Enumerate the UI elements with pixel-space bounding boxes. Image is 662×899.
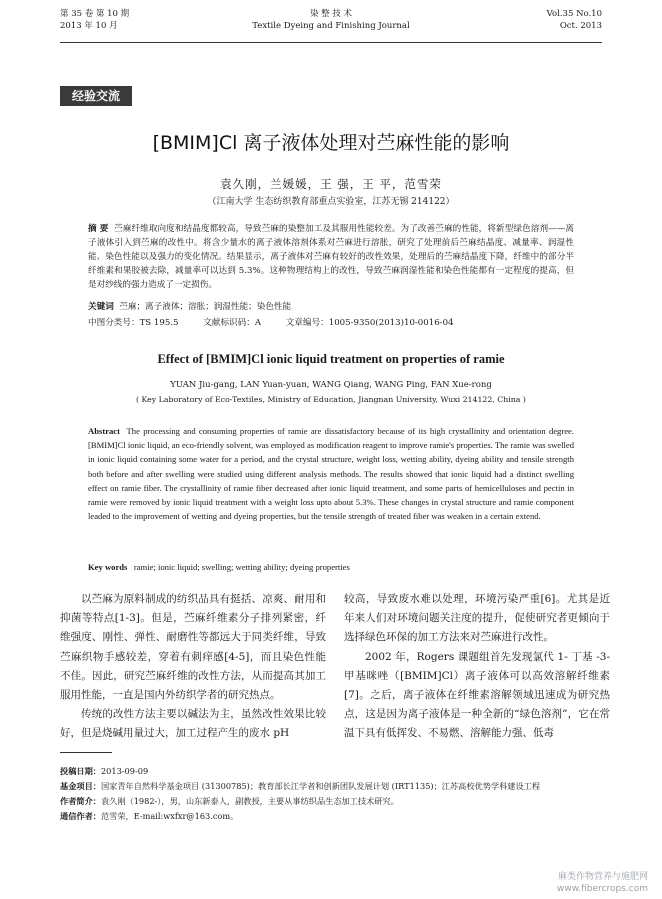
- header-journal: 染 整 技 术 Textile Dyeing and Finishing Journal: [252, 9, 410, 31]
- running-header: [60, 8, 602, 43]
- author-affiliation-en: ( Key Laboratory of Eco-Textiles, Ministry of Education, Jiangnan University, Wuxi 214122, China ): [136, 395, 526, 404]
- footnotes: [60, 764, 602, 824]
- footnote-corresponding: 通信作者： 范雪荣，E-mail:wxfxr@163.com。: [60, 811, 239, 821]
- keywords-cn: [88, 300, 574, 312]
- article-number: 文章编号：1005-9350(2013)10-0016-04: [285, 318, 454, 328]
- body-column-left: [60, 590, 326, 744]
- document-code: 文献标识码：A: [203, 318, 262, 328]
- abstract-en-text: The processing and consuming properties of ramie are dissatisfactory because of its high crystallinity and orientation degree. [BMIM]Cl ionic liquid, an eco-friendly solvent, was employed as modification reagent to improve ramie's properties. The ramie was swelled in ionic liquid containing some water for a period, and the crystal structure, weight loss, wetting ability, dyeing ability and tensile strength both before and after swelling were studied using different analysis methods. The results showed that ionic liquid had a distinct swelling effect on ramie fiber. The crystallinity of ramie fiber decreased after ionic liquid treatment, and some parts of hemicelluloses and pectin in ramie were removed by ionic liquid treatment with a weight loss upto about 5.3%. These changes in crystal structure and ramie component leaded to the improvement of wetting and dyeing properties, but the tensile strength of treated fiber was weaken in a certain extend.: [88, 426, 574, 522]
- section-tag: 经验交流: [60, 86, 132, 106]
- keywords-cn-text: 苎麻；离子液体；溶胀；润湿性能；染色性能: [119, 302, 292, 312]
- footnote-rule: [60, 752, 112, 753]
- header-volume-en: Vol.35 No.10 Oct. 2013: [546, 9, 602, 31]
- keywords-en: [88, 562, 574, 572]
- footnote-funding: 基金项目： 国家青年自然科学基金项目 (31300785)；教育部长江学者和创新团队发展计划 (IRT1135)；江苏高校优势学科建设工程: [60, 781, 541, 791]
- footnote-received: 投稿日期： 2013-09-09: [60, 766, 149, 776]
- paper-title: [BMIM]Cl 离子液体处理对苎麻性能的影响: [152, 132, 510, 154]
- abstract-cn-label: 摘 要: [88, 224, 109, 234]
- body-paragraph: 2002 年，Rogers 课题组首先发现氯代 1- 丁基 -3- 甲基咪唑（[BMIM]Cl）离子液体可以高效溶解纤维素[7]。之后，离子液体在纤维素溶解领域迅速成为研究热点，这是因为离子液体是一种全新的“绿色溶剂”，它在常温下具有低挥发、不易燃、溶解能力强、低毒: [344, 650, 610, 740]
- paper-title-en: Effect of [BMIM]Cl ionic liquid treatment on properties of ramie: [157, 352, 505, 366]
- clc-number: 中图分类号：TS 195.5: [88, 318, 179, 328]
- abstract-cn: [88, 222, 574, 292]
- site-watermark: 麻类作物营养与施肥网 www.fibercrops.com: [557, 872, 648, 894]
- body-column-right: [344, 590, 610, 744]
- keywords-cn-label: 关键词: [88, 302, 114, 312]
- header-volume: 第 35 卷 第 10 期 2013 年 10 月: [60, 9, 130, 31]
- author-affiliation: （江南大学 生态纺织教育部重点实验室，江苏无锡 214122）: [207, 197, 455, 207]
- abstract-en-label: Abstract: [88, 426, 120, 436]
- keywords-en-label: Key words: [88, 562, 128, 572]
- keywords-en-text: ramie; ionic liquid; swelling; wetting ability; dyeing properties: [133, 562, 350, 572]
- author-list-en: YUAN Jiu-gang, LAN Yuan-yuan, WANG Qiang, WANG Ping, FAN Xue-rong: [170, 380, 492, 390]
- abstract-cn-text: 苎麻纤维取向度和结晶度都较高，导致苎麻的染整加工及其服用性能较差。为了改善苎麻的性能，将新型绿色溶剂——离子液体引入到苎麻的改性中。将含少量水的离子液体溶剂体系对苎麻进行溶胀，研究了处理前后苎麻结晶度、减量率、润湿性能、染色性能以及强力的变化情况。结果显示，离子液体对苎麻有较好的改性效果，处理后的苎麻结晶度下降，纤维中的部分半纤维素和果胶被去除，减量率可以达到 5.3%。这种物理结构上的改性，导致苎麻润湿性能和染色性能都有一定程度的提高，但是对纱线的强力造成了一定损伤。: [88, 224, 574, 290]
- abstract-en: [88, 424, 574, 523]
- body-paragraph: 传统的改性方法主要以碱法为主，虽然改性效果比较好，但是烧碱用量过大，加工过程产生的废水 pH: [60, 708, 326, 740]
- classification-line: [88, 316, 574, 328]
- body-paragraph: 以苎麻为原料制成的纺织品具有挺括、凉爽、耐用和抑菌等特点[1-3]。但是，苎麻纤维素分子排列紧密，纤维强度、刚性、弹性、耐磨性等都远大于同类纤维，导致苎麻织物手感较差，穿着有刺痒感[4-5]，而且染色性能不佳。因此，研究苎麻纤维的改性方法，从而提高其加工服用性能，一直是国内外纺织学者的研究热点。: [60, 593, 326, 702]
- footnote-author-bio: 作者简介： 袁久刚（1982-），男，山东新泰人，副教授，主要从事纺织品生态加工技术研究。: [60, 796, 399, 806]
- author-list: 袁久刚，兰媛媛，王 强，王 平，范雪荣: [220, 177, 442, 191]
- body-paragraph: 较高，导致废水难以处理，环境污染严重[6]。尤其是近年来人们对环境问题关注度的提升，促使研究者更倾向于选择绿色环保的加工方法来对苎麻进行改性。: [344, 593, 610, 644]
